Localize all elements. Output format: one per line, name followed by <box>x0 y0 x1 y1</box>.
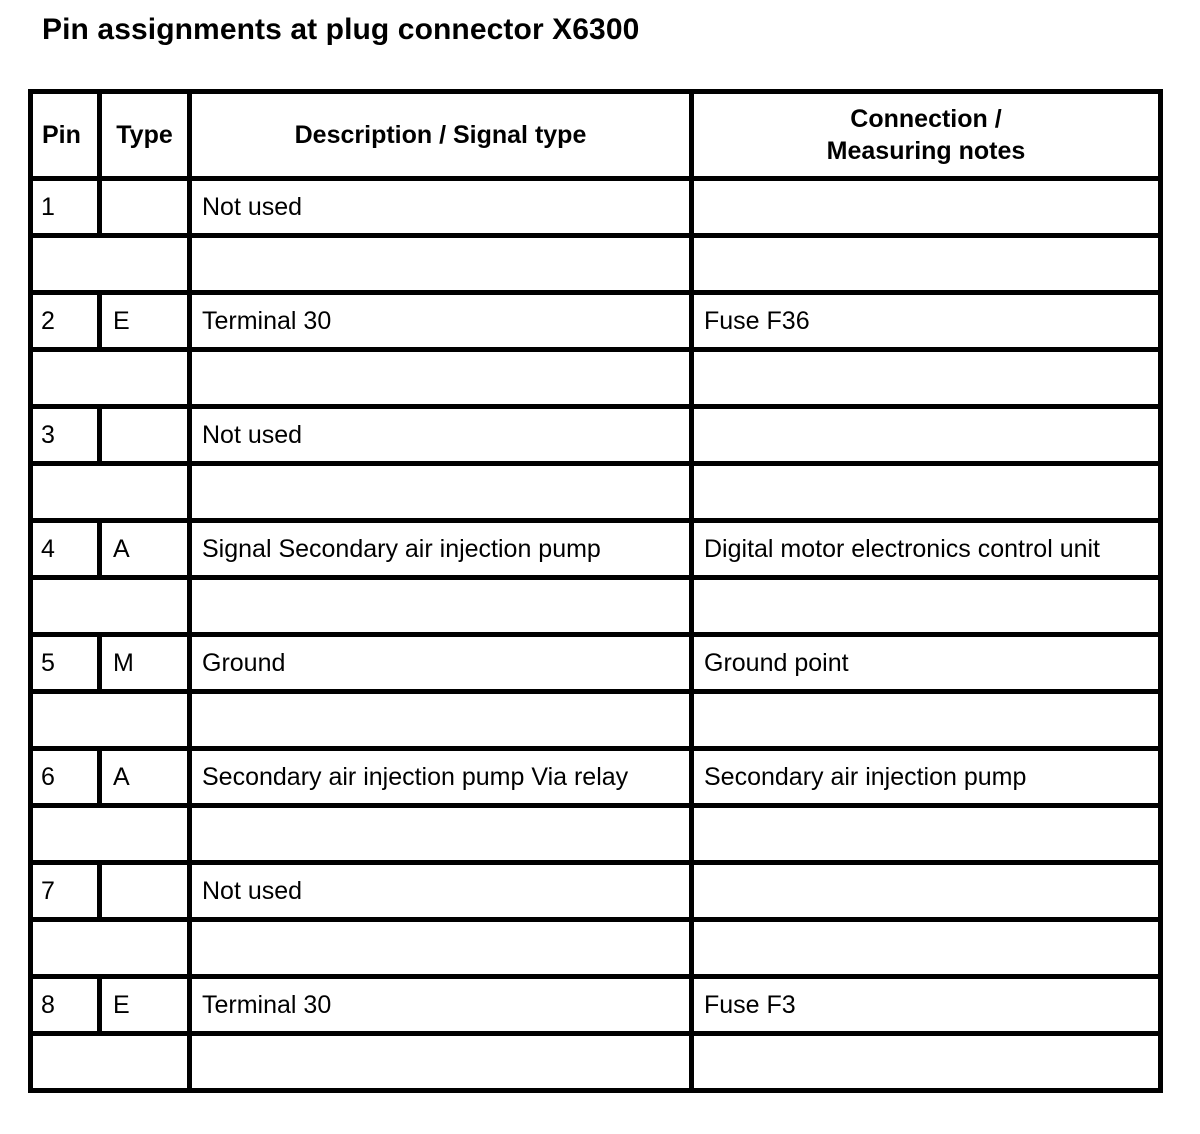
type-cell: M <box>100 635 190 692</box>
spacer-cell <box>692 692 1161 749</box>
table-row <box>31 977 1161 1034</box>
type-cell: E <box>100 977 190 1034</box>
table-row <box>31 635 1161 692</box>
pin-cell: 5 <box>31 635 100 692</box>
header-connection <box>692 92 1161 179</box>
header-description: Description / Signal type <box>190 92 692 179</box>
table-row <box>31 293 1161 350</box>
type-cell: A <box>100 749 190 806</box>
spacer-cell <box>692 578 1161 635</box>
spacer-row <box>31 464 1161 521</box>
description-cell: Not used <box>190 179 692 236</box>
description-cell: Terminal 30 <box>190 977 692 1034</box>
spacer-cell <box>190 920 692 977</box>
connection-cell <box>692 407 1161 464</box>
spacer-row <box>31 692 1161 749</box>
table-header-row <box>31 92 1161 179</box>
spacer-cell <box>692 350 1161 407</box>
spacer-cell <box>190 464 692 521</box>
spacer-cell <box>31 692 190 749</box>
connection-cell: Secondary air injection pump <box>692 749 1161 806</box>
spacer-cell <box>190 350 692 407</box>
table-row <box>31 179 1161 236</box>
connection-cell <box>692 179 1161 236</box>
document-title: Pin assignments at plug connector X6300 <box>42 13 640 46</box>
type-cell <box>100 863 190 920</box>
spacer-cell <box>692 1034 1161 1091</box>
spacer-row <box>31 350 1161 407</box>
table-row <box>31 749 1161 806</box>
description-cell: Not used <box>190 407 692 464</box>
spacer-cell <box>31 464 190 521</box>
pin-cell: 7 <box>31 863 100 920</box>
spacer-cell <box>31 920 190 977</box>
pin-cell: 3 <box>31 407 100 464</box>
description-cell: Secondary air injection pump Via relay <box>190 749 692 806</box>
pin-cell: 8 <box>31 977 100 1034</box>
type-cell: E <box>100 293 190 350</box>
spacer-row <box>31 578 1161 635</box>
spacer-cell <box>190 578 692 635</box>
spacer-row <box>31 806 1161 863</box>
spacer-cell <box>692 920 1161 977</box>
spacer-row <box>31 1034 1161 1091</box>
header-type: Type <box>100 92 190 179</box>
connection-cell: Digital motor electronics control unit <box>692 521 1161 578</box>
pin-cell: 4 <box>31 521 100 578</box>
spacer-cell <box>31 578 190 635</box>
description-cell: Ground <box>190 635 692 692</box>
description-cell: Terminal 30 <box>190 293 692 350</box>
spacer-cell <box>190 236 692 293</box>
spacer-cell <box>31 1034 190 1091</box>
spacer-cell <box>31 806 190 863</box>
table-row <box>31 863 1161 920</box>
connection-cell: Fuse F36 <box>692 293 1161 350</box>
pin-cell: 2 <box>31 293 100 350</box>
connection-cell <box>692 863 1161 920</box>
connection-cell: Ground point <box>692 635 1161 692</box>
type-cell <box>100 179 190 236</box>
description-cell: Not used <box>190 863 692 920</box>
connection-cell: Fuse F3 <box>692 977 1161 1034</box>
type-cell <box>100 407 190 464</box>
spacer-cell <box>31 236 190 293</box>
spacer-cell <box>190 692 692 749</box>
header-connection-line1: Connection / <box>850 105 1002 133</box>
description-cell: Signal Secondary air injection pump <box>190 521 692 578</box>
spacer-cell <box>692 806 1161 863</box>
spacer-cell <box>190 1034 692 1091</box>
table-row <box>31 521 1161 578</box>
spacer-cell <box>692 236 1161 293</box>
spacer-cell <box>692 464 1161 521</box>
spacer-cell <box>190 806 692 863</box>
table-row <box>31 407 1161 464</box>
spacer-row <box>31 920 1161 977</box>
pin-cell: 1 <box>31 179 100 236</box>
header-pin: Pin <box>31 92 100 179</box>
header-connection-line2: Measuring notes <box>826 137 1026 165</box>
type-cell: A <box>100 521 190 578</box>
spacer-cell <box>31 350 190 407</box>
pin-cell: 6 <box>31 749 100 806</box>
spacer-row <box>31 236 1161 293</box>
pin-assignment-table <box>28 89 1163 1093</box>
